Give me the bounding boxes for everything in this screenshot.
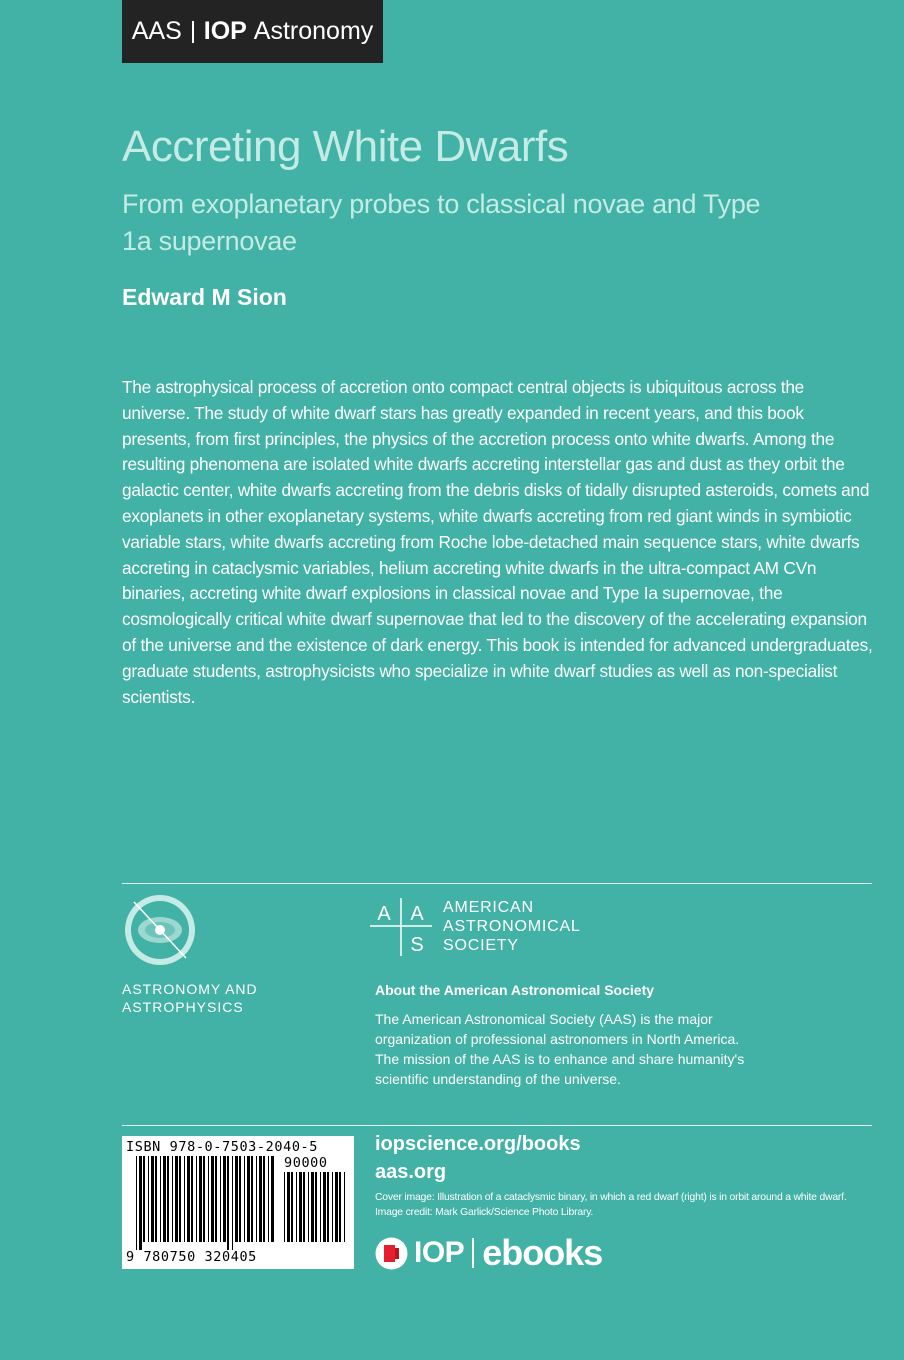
- barcode-bar: [151, 1156, 154, 1242]
- publisher-aas: AAS: [131, 17, 182, 45]
- barcode-bar: [163, 1156, 166, 1242]
- image-credit: Image credit: Mark Garlick/Science Photo Library.: [375, 1207, 594, 1218]
- barcode-bar: [184, 1156, 185, 1242]
- barcode-bar: [344, 1172, 345, 1242]
- iop-ebooks-logo: [375, 1233, 602, 1273]
- barcode-bar: [239, 1156, 241, 1242]
- barcode-bar: [232, 1156, 233, 1250]
- barcode-bar: [196, 1156, 197, 1242]
- about-heading: About the American Astronomical Society: [375, 982, 655, 998]
- divider-top: [122, 883, 872, 884]
- barcode-bar: [259, 1156, 262, 1242]
- barcode-bar: [332, 1172, 333, 1242]
- barcode-bar: [311, 1172, 314, 1242]
- barcode-bar: [223, 1156, 226, 1242]
- cover-image-caption: Cover image: Illustration of a cataclysmic binary, in which a red dwarf (right) is in orbit around a white dwarf.: [375, 1192, 847, 1203]
- book-subtitle: From exoplanetary probes to classical novae and Type 1a supernovae: [122, 189, 761, 256]
- astronomy-astrophysics-logo-icon: [122, 892, 198, 968]
- ebooks-wordmark: ebooks: [482, 1232, 603, 1273]
- barcode-bar: [191, 1156, 193, 1242]
- ebooks-divider: [472, 1238, 474, 1268]
- barcode-bar: [299, 1172, 302, 1242]
- barcode-bar: [287, 1172, 290, 1242]
- cover-credits: [375, 1190, 885, 1220]
- barcode-main-bars: [136, 1156, 274, 1250]
- publisher-divider: [192, 21, 194, 43]
- barcode-bar: [136, 1156, 137, 1250]
- barcode-bar: [315, 1172, 317, 1242]
- barcode-bar: [155, 1156, 157, 1242]
- barcode-bar: [335, 1172, 338, 1242]
- series-label: [122, 980, 322, 1016]
- publisher-astronomy: Astronomy: [253, 17, 374, 45]
- aas-mark-letter-2: A: [410, 903, 424, 925]
- barcode-bar: [320, 1172, 321, 1242]
- about-text: The American Astronomical Society (AAS) is the major organization of professional astronomers in North America. The mission of the AAS is to enhance and share humanity's scientific understanding of the universe.: [375, 1011, 745, 1087]
- barcode-bar: [251, 1156, 253, 1242]
- aas-name-line2: ASTRONOMICAL: [443, 918, 581, 935]
- barcode-addon-bars: [284, 1172, 348, 1250]
- isbn-barcode: [122, 1136, 354, 1269]
- iopscience-link[interactable]: iopscience.org/books: [375, 1133, 581, 1155]
- barcode-bar: [284, 1172, 285, 1242]
- barcode-bar: [263, 1156, 265, 1242]
- barcode-bar: [172, 1156, 173, 1242]
- barcode-bar: [339, 1172, 341, 1242]
- book-title: Accreting White Dwarfs: [122, 122, 569, 171]
- barcode-bar: [187, 1156, 190, 1242]
- barcode-bar: [296, 1172, 297, 1242]
- barcode-bar: [244, 1156, 245, 1242]
- barcode-bar: [160, 1156, 161, 1242]
- barcode-bar: [235, 1156, 238, 1242]
- barcode-bar: [227, 1156, 229, 1250]
- iop-wordmark: IOP: [414, 1236, 465, 1269]
- book-author: Edward M Sion: [122, 284, 287, 310]
- barcode-bar: [291, 1172, 293, 1242]
- barcode-bar: [179, 1156, 181, 1242]
- barcode-bar: [143, 1156, 145, 1242]
- barcode-bar: [175, 1156, 178, 1242]
- barcode-bar: [220, 1156, 221, 1242]
- barcode-bar: [268, 1156, 269, 1242]
- iop-logo-icon: [375, 1237, 408, 1270]
- aas-link[interactable]: aas.org: [375, 1161, 447, 1183]
- book-description: The astrophysical process of accretion onto compact central objects is ubiquitous across the universe. The study of white dwarf stars has greatly expanded in recent years, and this book presents, from first principles, the physics of the accretion process onto white dwarfs. Among the resulting phenomena are isolated white dwarfs accreting interstellar gas and dust as they orbit the galactic center, white dwarfs accreting from the debris disks of tidally disrupted asteroids, comets and exoplanets in other exoplanetary systems, white dwarfs accreting from red giant winds in symbiotic variable stars, white dwarfs accreting from Roche lobe-detached main sequence stars, white dwarfs accreting in cataclysmic variables, helium accreting white dwarfs in the ultra-compact AM CVn binaries, accreting white dwarf explosions in classical novae and Type Ia supernovae, the cosmologically critical white dwarf supernovae that led to the discovery of the accelerating expansion of the universe and the existence of dark energy. This book is intended for advanced undergraduates, graduate students, astrophysicists who specialize in white dwarf studies as well as non-specialist scientists.: [122, 377, 873, 707]
- barcode-bar: [199, 1156, 202, 1242]
- aas-logo-icon: [368, 896, 434, 958]
- barcode-bar: [323, 1172, 326, 1242]
- publisher-band: [122, 0, 383, 63]
- barcode-bar: [308, 1172, 309, 1242]
- barcode-bar: [211, 1156, 214, 1242]
- barcode-bar: [271, 1156, 274, 1242]
- barcode-bar: [303, 1172, 305, 1242]
- barcode-bar: [203, 1156, 205, 1242]
- aas-name-line3: SOCIETY: [443, 937, 519, 954]
- isbn-text: ISBN 978-0-7503-2040-5: [126, 1139, 319, 1155]
- aas-name: [443, 898, 643, 955]
- aas-mark-letter-1: A: [377, 903, 391, 925]
- aas-name-line1: AMERICAN: [443, 899, 534, 916]
- aas-mark-lines: [368, 896, 434, 958]
- series-label-line2: ASTROPHYSICS: [122, 999, 244, 1015]
- ean-digits: 9 780750 320405: [126, 1249, 257, 1265]
- barcode-bar: [148, 1156, 149, 1242]
- barcode-bar: [167, 1156, 169, 1242]
- barcode-addon-digits: 90000: [284, 1155, 328, 1171]
- barcode-bar: [327, 1172, 329, 1242]
- series-label-line1: ASTRONOMY AND: [122, 981, 258, 997]
- publisher-iop: IOP: [203, 17, 247, 45]
- aas-mark-letter-3: S: [410, 934, 424, 956]
- barcode-bar: [247, 1156, 250, 1242]
- barcode-bar: [256, 1156, 257, 1242]
- barcode-bar: [208, 1156, 209, 1242]
- barcode-bar: [139, 1156, 142, 1250]
- barcode-bar: [215, 1156, 217, 1242]
- divider-bottom: [122, 1125, 872, 1126]
